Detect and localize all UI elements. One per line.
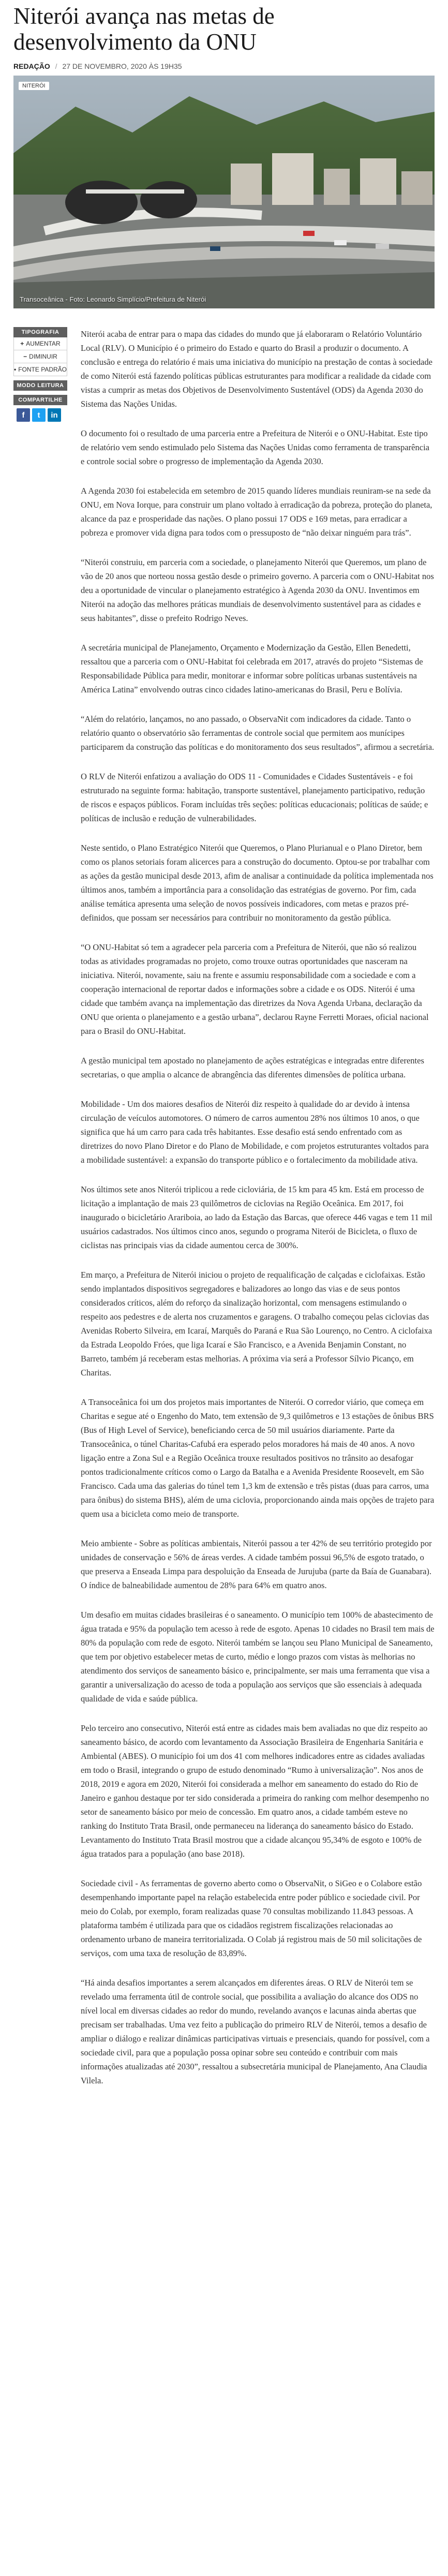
article-paragraph: Sociedade civil - As ferramentas de governo aberto como o ObservaNit, o SiGeo e o Colabore estão desempenhando importante papel na relação estabelecida entre poder público e sociedade civil. Por meio do Colab, por exemplo, foram realizadas quase 70 consultas mobilizando 11.843 pessoas. A plataforma também é utilizada para que os cidadãos registrem fiscalizações relacionadas ao ordenamento urbano de maneira territorializada. O Colab já registrou mais de 50 mil solicitações de serviços, com uma taxa de resolução de 83,89%. [81, 1878, 422, 1958]
article-paragraph: Pelo terceiro ano consecutivo, Niterói está entre as cidades mais bem avaliadas no que diz respeito ao saneamento básico, de acordo com levantamento da Associação Brasileira de Engenharia Sanitária e Ambiental (ABES). O município foi um dos 41 com melhores indicadores entre as cidades avaliadas em todo o Brasil, integrando o grupo de estudo denominado “Rumo à universalização”. Nos anos de 2018, 2019 e agora em 2020, Niterói foi considerada a melhor em saneamento do estado do Rio de Janeiro e ganhou destaque por ter sido considerada a primeira do ranking com melhor desempenho no setor de saneamento básico por meio de concessão. Em quatro anos, a cidade também esteve no ranking do Instituto Trata Brasil, onde permaneceu na liderança do saneamento básico do Estado. Levantamento do Instituto Trata Brasil mostrou que a cidade alcançou 95,34% de esgoto e 100% de água tratados para a população (ano base 2018). [81, 1723, 429, 1859]
linkedin-icon[interactable]: in [48, 408, 61, 422]
article-paragraph: Mobilidade - Um dos maiores desafios de Niterói diz respeito à qualidade do ar devido à intensa circulação de veículos automotores. O número de carros aumentou 28% nos últimos 10 anos, o que significa que há um carro para cada três habitantes. Esse desafio está sendo enfrentado com as diretrizes do novo Plano Diretor e do Plano de Mobilidade, e com projetos estruturantes voltados para a mobilidade sustentável: a expansão do transporte público e o fortalecimento da mobilidade ativa. [81, 1099, 429, 1165]
article-paragraph: “Além do relatório, lançamos, no ano passado, o ObservaNit com indicadores da cidade. Tanto o relatório quanto o observatório são ferramentas de controle social que permitem aos munícipes participarem da construção das políticas e do monitoramento dos seus resultados”, afirmou a secretária. [81, 714, 435, 752]
publish-date: 27 DE NOVEMBRO, 2020 ÀS 19H35 [62, 62, 182, 70]
image-caption: Transoceânica - Foto: Leonardo Simplício/Prefeitura de Niterói [20, 295, 206, 303]
minus-icon: − [23, 353, 27, 360]
decrease-font-button[interactable] [13, 350, 67, 363]
byline-separator: / [55, 62, 57, 70]
sidebar [13, 327, 67, 2103]
article-paragraph: Nos últimos sete anos Niterói triplicou a rede cicloviária, de 15 km para 45 km. Está em processo de licitação a implantação de mais 23 quilômetros de ciclovias na Região Oceânica. Em 2017, foi inaugurado o bicicletário Arariboia, ao lado da Estação das Barcas, que oferece 446 vagas e tem 11 mil usuários cadastrados. Nos últimos cinco anos, segundo o programa Niterói de Bicicleta, o fluxo de ciclistas nas principais vias da cidade aumentou cerca de 300%. [81, 1185, 432, 1250]
article-paragraph: A secretária municipal de Planejamento, Orçamento e Modernização da Gestão, Ellen Benedetti, ressaltou que a parceria com o ONU-Habitat foi celebrada em 2017, através do projeto “Sistemas de Responsabilidade Pública para medir, monitorar e informar sobre políticas urbanas sustentáveis na América Latina” envolvendo outras cinco cidades latino-americanas do Brasil, Peru e Bolívia. [81, 643, 423, 694]
increase-font-button[interactable] [13, 337, 67, 350]
article-paragraph: Em março, a Prefeitura de Niterói iniciou o projeto de requalificação de calçadas e ciclofaixas. Estão sendo implantados dispositivos segregadores e balizadores ao longo das vias e de seus pontos considerados críticos, além do reforço da sinalização horizontal, com mensagens estimulando o respeito aos pedestres e de alerta nos cruzamentos e garagens. O trabalho começou pelas ciclovias das Avenidas Roberto Silveira, em Icaraí, Marquês do Paraná e Rua São Lourenço, no Centro. A ciclofaixa da Estrada Leopoldo Fróes, que liga Icaraí e São Francisco, e a Avenida Benjamin Constant, no Barreto, também já receberam estas melhorias. A próxima via será a Professor Sílvio Picanço, em Charitas. [81, 1270, 432, 1378]
image-tag[interactable]: NITERÓI [19, 82, 49, 90]
article-paragraph: “O ONU-Habitat só tem a agradecer pela parceria com a Prefeitura de Niterói, que não só realizou todas as atividades programadas no projeto, como trouxe outras oportunidades que nasceram na iniciativa. Niterói, novamente, saiu na frente e assumiu responsabilidade com a sociedade e com a cooperação internacional de reportar dados e informações sobre a cidade e os ODS. Niterói é uma cidade que também avança na implementação das diretrizes da Nova Agenda Urbana, declaração da ONU que orienta o planejamento e a gestão urbana”, declarou Rayne Ferretti Moraes, oficial nacional para o Brasil do ONU-Habitat. [81, 942, 429, 1036]
reading-mode-button[interactable]: MODO LEITURA [13, 380, 67, 391]
typography-heading: TIPOGRAFIA [13, 327, 67, 337]
article-paragraph: O RLV de Niterói enfatizou a avaliação do ODS 11 - Comunidades e Cidades Sustentáveis - e foi estruturado na seguinte forma: habitação, transporte sustentável, planejamento participativo, redução de riscos e espaços públicos. Foram incluídas três seções: políticas educacionais; políticas de saúde; e políticas de inclusão e redução de vulnerabilidades. [81, 772, 428, 823]
article-paragraph: Um desafio em muitas cidades brasileiras é o saneamento. O município tem 100% de abastecimento de água tratada e 95% da população tem acesso à rede de esgoto. Apenas 10 cidades no Brasil tem mais de 80% da população com rede de esgoto. Niterói também se lançou seu Plano Municipal de Saneamento, que tem por objetivo estabelecer metas de curto, médio e longo prazos com vistas às melhorias no atendimento dos serviços de saneamento básico e, principalmente, ser mais uma ferramenta que visa a garantir a universalização do acesso de toda a população aos serviços que são essenciais à adequada qualidade de vida e saúde pública. [81, 1610, 435, 1704]
content-area [13, 327, 435, 2103]
share-buttons [13, 405, 67, 422]
increase-font-label: AUMENTAR [26, 340, 61, 347]
sidebar-gap [13, 376, 67, 380]
reset-icon: • [14, 366, 17, 373]
page [0, 3, 448, 2576]
facebook-icon[interactable]: f [17, 408, 30, 422]
default-font-label: FONTE PADRÃO [18, 366, 67, 373]
decrease-font-label: DIMINUIR [29, 353, 57, 360]
article-paragraph: “Há ainda desafios importantes a serem alcançados em diferentes áreas. O RLV de Niterói tem se revelado uma ferramenta útil de controle social, que possibilita a avaliação do alcance dos ODS no nível local em diversas cidades ao redor do mundo, revelando avanços e lacunas ainda abertas que precisam ser trabalhadas. Uma vez feito a publicação do primeiro RLV de Niterói, temos a desafio de ampliar o diálogo e realizar dinâmicas participativas virtuais e presenciais, quando for possível, com a sociedade civil, para que a população possa opinar sobre seu conteúdo e contribuir com mais informações atualizadas até 2030”, ressaltou a subsecretária municipal de Planejamento, Ana Claudia Vilela. [81, 1978, 430, 2085]
article-paragraph: Neste sentido, o Plano Estratégico Niterói que Queremos, o Plano Plurianual e o Plano Diretor, bem como os planos setoriais foram alicerces para a construção do documento. Optou-se por trabalhar com as ações da gestão municipal desde 2013, afim de analisar a continuidade da política implementada nos últimos anos, também a importância para a consolidação das estratégias de governo. Por fim, cada análise temática apresenta uma seleção de novos possíveis indicadores, com metas e prazos pré-definidos, que possam ser necessários para contribuir no monitoramento da gestão pública. [81, 843, 434, 923]
share-heading: COMPARTILHE [13, 395, 67, 405]
article-paragraph: Meio ambiente - Sobre as políticas ambientais, Niterói passou a ter 42% de seu território protegido por unidades de conservação e 56% de áreas verdes. A cidade também possui 96,5% de esgoto tratado, o que preserva a Enseada Limpa para despoluição da Enseada de Jurujuba (parte da Baía de Guanabara). O índice de balneabilidade aumentou de 28% para 64% em quatro anos. [81, 1538, 432, 1590]
plus-icon: + [20, 340, 24, 347]
article-paragraph: A Transoceânica foi um dos projetos mais importantes de Niterói. O corredor viário, que começa em Charitas e segue até o Engenho do Mato, tem extensão de 9,3 quilômetros e 13 estações de ônibus BRS (Bus of High Level of Service), beneficiando cerca de 50 mil usuários diariamente. Parte da Transoceânica, o túnel Charitas-Cafubá era esperado pelos moradores há mais de 40 anos. A novo ligação entre a Zona Sul e a Região Oceânica trouxe resultados positivos no trânsito ao desafogar pontos tradicionalmente críticos como o Largo da Batalha e a Avenida Presidente Roosevelt, em São Francisco. Cada uma das galerias do túnel tem 1,3 km de extensão e três pistas (duas para carros, uma para ônibus) do sistema BHS), além de uma ciclovia, proporcionando ainda mais opções de trajeto para quem usa a bicicleta como meio de transporte. [81, 1397, 435, 1519]
hero-photo-illustration [13, 76, 435, 308]
article-paragraph: “Niterói construiu, em parceria com a sociedade, o planejamento Niterói que Queremos, um plano de vão de 20 anos que norteou nossa gestão desde o primeiro governo. A parceria com o ONU-Habitat nos deu a oportunidade de vincular o planejamento estratégico à Agenda 2030 da ONU. Inventimos em Niterói na adoção das melhores práticas mundiais de desenvolvimento sustentável para as cidades e seus habitantes”, disse o prefeito Rodrigo Neves. [81, 557, 434, 623]
article-paragraph: A gestão municipal tem apostado no planejamento de ações estratégicas e integradas entre diferentes secretarias, o que amplia o alcance de abrangência das diferentes dimensões de política urbana. [81, 1056, 424, 1079]
article-paragraph: Niterói acaba de entrar para o mapa das cidades do mundo que já elaboraram o Relatório Voluntário Local (RLV). O Município é o primeiro do Estado e quarto do Brasil a produzir o documento. A conclusão e entrega do relatório é mais uma iniciativa do município na prestação de contas à sociedade de como Niterói está fazendo políticas públicas estruturantes para modificar a realidade da cidade com vistas a cumprir as metas dos Objetivos de Desenvolvimento Sustentável (ODS) da Agenda 2030 do Sistema das Nações Unidas. [81, 329, 432, 409]
twitter-icon[interactable]: t [32, 408, 46, 422]
article-paragraph: A Agenda 2030 foi estabelecida em setembro de 2015 quando líderes mundiais reuniram-se na sede da ONU, em Nova Iorque, para construir um plano voltado à erradicação da pobreza, proteção do planeta, alcance da paz e prosperidade das nações. O plano possui 17 ODS e 169 metas, para erradicar a pobreza e promover vida digna para todos com o pressuposto de “não deixar ninguém para trás”. [81, 486, 432, 538]
byline [13, 62, 435, 70]
author-name[interactable]: REDAÇÃO [13, 62, 50, 70]
article-paragraph: O documento foi o resultado de uma parceria entre a Prefeitura de Niterói e o ONU-Habitat. Este tipo de relatório vem sendo estimulado pelo Sistema das Nações Unidas como ferramenta de transparência e controle social sobre o progresso de implementação da Agenda 2030. [81, 428, 429, 466]
sidebar-gap [13, 391, 67, 395]
default-font-button[interactable] [13, 363, 67, 376]
hero-image [13, 76, 435, 308]
article-body [81, 327, 435, 2103]
article-title: Niterói avança nas metas de desenvolvimento da ONU [13, 3, 275, 55]
